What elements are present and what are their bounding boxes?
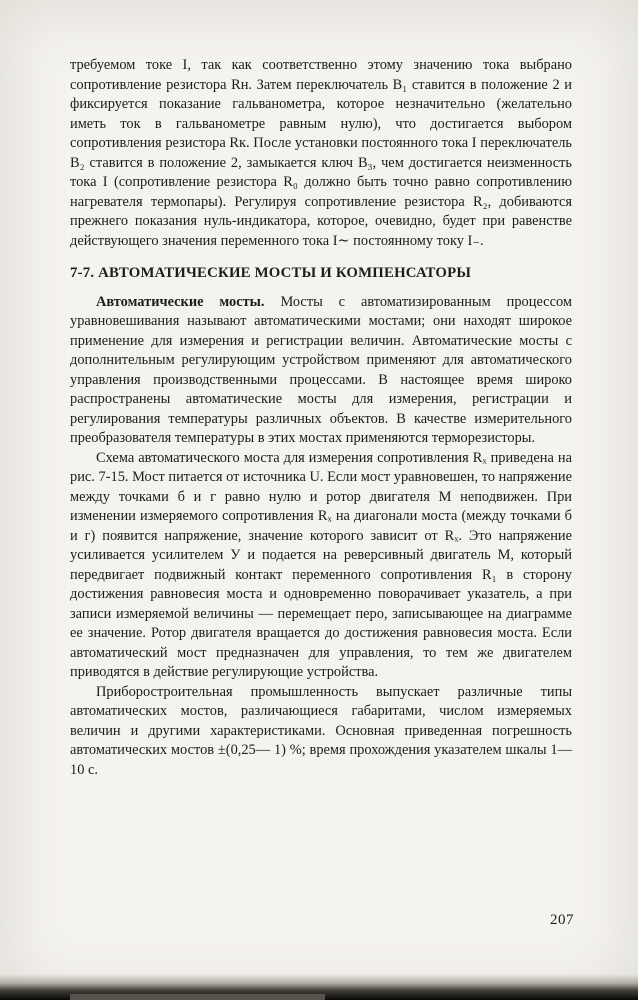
paragraph-continuation: требуемом токе I, так как соответственно этому значению тока выбрано сопротивление резистора Rн. Затем переключатель B₁ ставится в положение 2 и фиксируется показание гальванометра, которое незначительно (желательно иметь ток в гальванометре равным нулю), что достигается выбором сопротивления резистора Rк. После установки постоянного тока I переключатель B₂ ставится в положение 2, замыкается ключ B₃, чем достигается неизменность тока I (сопротивление резистора R₀ должно быть точно равно сопротивлению нагревателя термопары). Регулируя сопротивление резистора R₂, добиваются прежнего показания нуль-индикатора, которое, очевидно, будет при равенстве действующего значения переменного тока I∼ постоянному току I₋.: [70, 57, 572, 249]
paragraph-industry: Приборостроительная промышленность выпускает различные типы автоматических мостов, различающиеся габаритами, числом измеряемых величин и другими характеристиками. Основная приведенная погрешность автоматических мостов ±(0,25— 1) %; время прохождения указателем шкалы 1—10 с.: [70, 683, 572, 778]
text-column: [70, 56, 572, 780]
paragraph-automatic-bridges-text: Мосты с автоматизированным процессом уравновешивания называют автоматическими мостами; они находят широкое применение для измерения и регистрации величин. Автоматические мосты с дополнительным регулирующим устройством применяют для автоматического управления производственными процессами. В настоящее время широко распространены автоматические мосты для измерения, регистрации и регулирования температуры различных объектов. В качестве измерительного преобразователя температуры в этих мостах применяются терморезисторы.: [70, 293, 572, 446]
scan-edge-highlight: [70, 994, 325, 1000]
paragraph-bridge-scheme: Схема автоматического моста для измерения сопротивления Rₓ приведена на рис. 7-15. Мост питается от источника U. Если мост уравновешен, то напряжение между точками б и г равно нулю и ротор двигателя М неподвижен. При изменении измеряемого сопротивления Rₓ на диагонали моста (между точками б и г) появится напряжение, значение которого зависит от Rₓ. Это напряжение усиливается усилителем У и подается на реверсивный двигатель М, который передвигает подвижный контакт переменного сопротивления R₁ в сторону достижения равновесия моста и одновременно поворачивает указатель, а при записи измеряемой величины — перемещает перо, записывающее на диаграмме ее значение. Ротор двигателя вращается до достижения равновесия моста. Если автоматический мост предназначен для управления, то тем же двигателем приводятся в действие регулирующие устройства.: [70, 449, 572, 680]
section-heading: 7-7. АВТОМАТИЧЕСКИЕ МОСТЫ И КОМПЕНСАТОРЫ: [70, 265, 472, 281]
paragraph-lead-automatic-bridges: Автоматические мосты.: [96, 293, 265, 310]
paragraph-automatic-bridges: [70, 293, 572, 449]
page-number: 207: [550, 912, 574, 928]
